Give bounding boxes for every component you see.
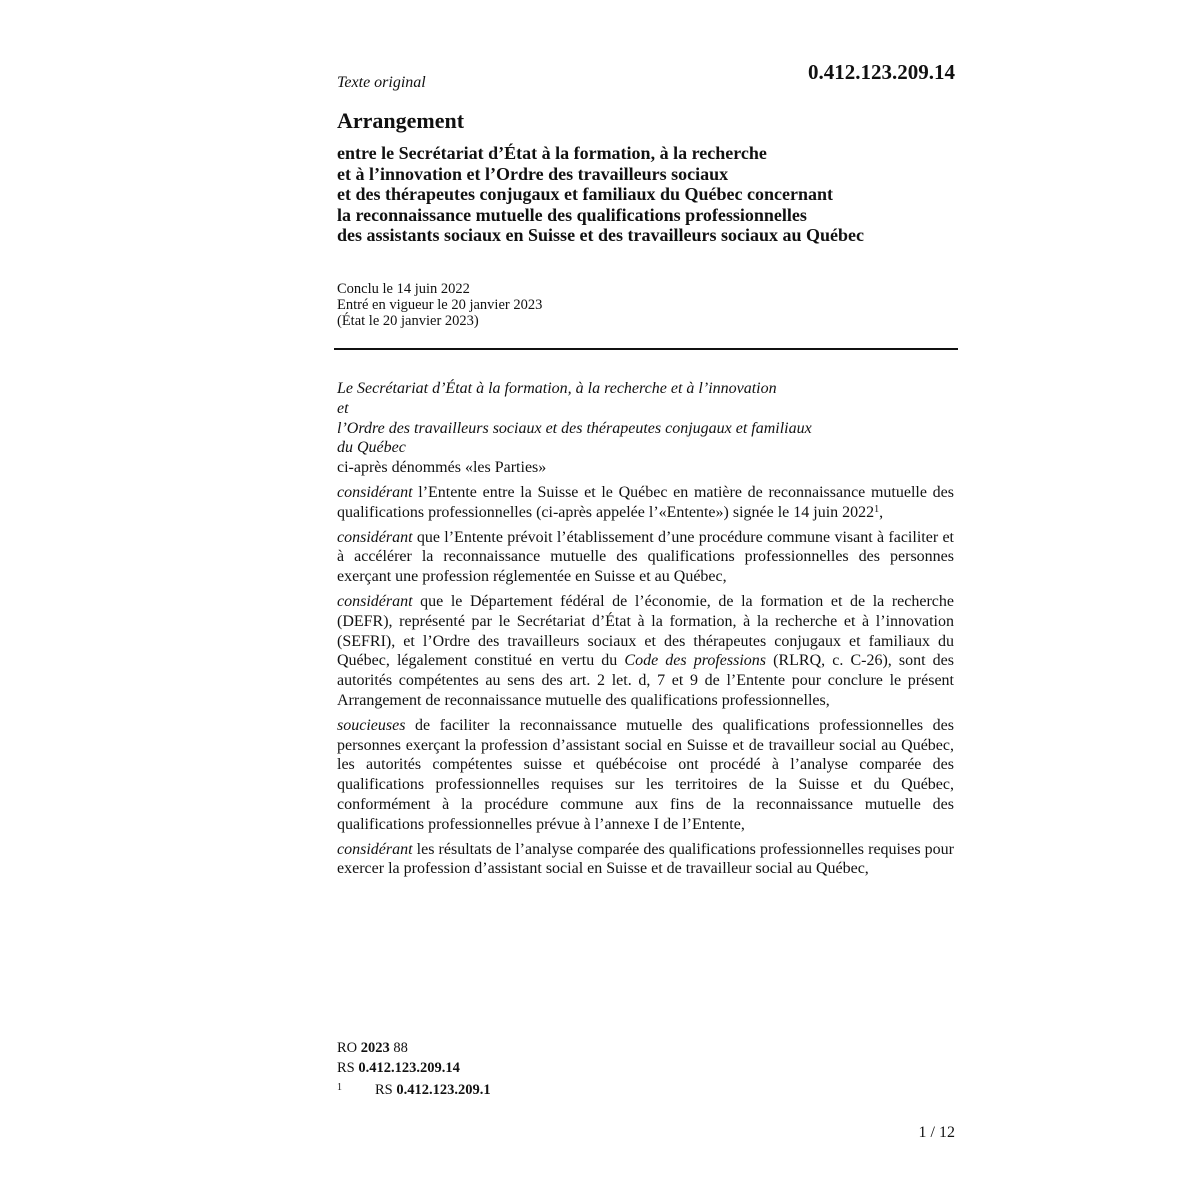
parties-block [337,379,954,478]
page-number: 1 / 12 [918,1124,955,1141]
footer-references [337,1039,491,1101]
party-ordre-line-2: du Québec [337,439,406,457]
footnote-link[interactable]: 0.412.123.209.1 [396,1082,491,1098]
in-force-date: Entré en vigueur le 20 janvier 2023 [337,297,543,313]
ro-reference: RO 2023 88 [337,1040,408,1056]
footnote: 1 RS 0.412.123.209.1 [337,1078,491,1101]
preamble-paragraph [337,528,954,587]
header-divider [334,348,958,350]
subtitle-line: entre le Secrétariat d’État à la formation, à la recherche [337,143,767,163]
rs-reference: RS 0.412.123.209.14 [337,1059,460,1076]
party-sefri: Le Secrétariat d’État à la formation, à la recherche et à l’innovation [337,380,777,397]
paragraph-text: les résultats de l’analyse comparée des qualifications professionnelles requises pour exercer la profession d’assistant social en Suisse et de travailleur social au Québec, [337,840,954,878]
paragraph-lead: considérant [337,528,413,546]
paragraph-text: que l’Entente prévoit l’établissement d’une procédure commune visant à faciliter et à accélérer la reconnaissance mutuelle des qualifications professionnelles des personnes exerçant une profession réglementée en Suisse et au Québec, [337,528,954,586]
subtitle-line: et des thérapeutes conjugaux et familiaux du Québec concernant [337,184,833,204]
state-date: (État le 20 janvier 2023) [337,313,479,329]
paragraph-tail: , [879,503,884,521]
sr-number: 0.412.123.209.14 [808,60,955,84]
code-des-professions: Code des professions [624,652,767,670]
concluded-date: Conclu le 14 juin 2022 [337,281,470,297]
document-title: Arrangement [337,108,465,133]
preamble-paragraph [337,592,954,711]
paragraph-lead: soucieuses [337,716,406,734]
subtitle-line: des assistants sociaux en Suisse et des travailleurs sociaux au Québec [337,225,865,245]
footnote-reference[interactable]: 1 [874,503,880,515]
paragraph-lead: considérant [337,840,413,858]
paragraph-lead: considérant [337,483,413,501]
paragraph-text: que le Département fédéral de l’économie, de la formation et de la recherche (DEFR), représenté par le Secrétariat d’État à la formation, à la recherche et à l’innovation (SEFRI), et l’Ordre des travailleurs sociaux et des thérapeutes conjugaux et familiaux du Québec, légalement constitué en vertu du [337,592,954,670]
paragraph-text: de faciliter la reconnaissance mutuelle des qualifications professionnelles des personnes exerçant la profession d’assistant social en Suisse et de travailleur social au Québec, les autorités compétentes suisse et québécoise ont procédé à l’analyse comparée des qualifications professionnelles requises sur les territoires de la Suisse et du Québec, conformément à la procédure commune aux fins de la reconnaissance mutuelle des qualifications professionnelles prévue à l’annexe I de l’Entente, [337,716,954,833]
document-dates [337,281,542,329]
preamble [337,379,954,879]
parties-designation: ci-après dénommés «les Parties» [337,459,547,477]
paragraph-text: (RLRQ, c. C-26), sont des autorités compétentes au sens des art. 2 let. d, 7 et 9 de l’Entente pour conclure le présent Arrangement de reconnaissance mutuelle des qualifications professionnelles, [337,652,954,709]
footnote-number: 1 [337,1082,342,1093]
subtitle-line: et à l’innovation et l’Ordre des travailleurs sociaux [337,163,729,184]
text-original-label: Texte original [337,74,426,91]
preamble-paragraph [337,716,954,835]
subtitle-line: la reconnaissance mutuelle des qualifications professionnelles [337,204,807,225]
party-ordre-line-1: l’Ordre des travailleurs sociaux et des thérapeutes conjugaux et familiaux [337,419,812,437]
preamble-paragraph [337,840,954,880]
paragraph-lead: considérant [337,592,413,610]
preamble-paragraph [337,483,954,523]
document-subtitle [337,143,977,246]
paragraph-text: l’Entente entre la Suisse et le Québec en matière de reconnaissance mutuelle des qualifications professionnelles (ci-après appelée l’«Entente») signée le 14 juin 2022 [337,483,954,521]
parties-conjunction: et [337,399,349,417]
